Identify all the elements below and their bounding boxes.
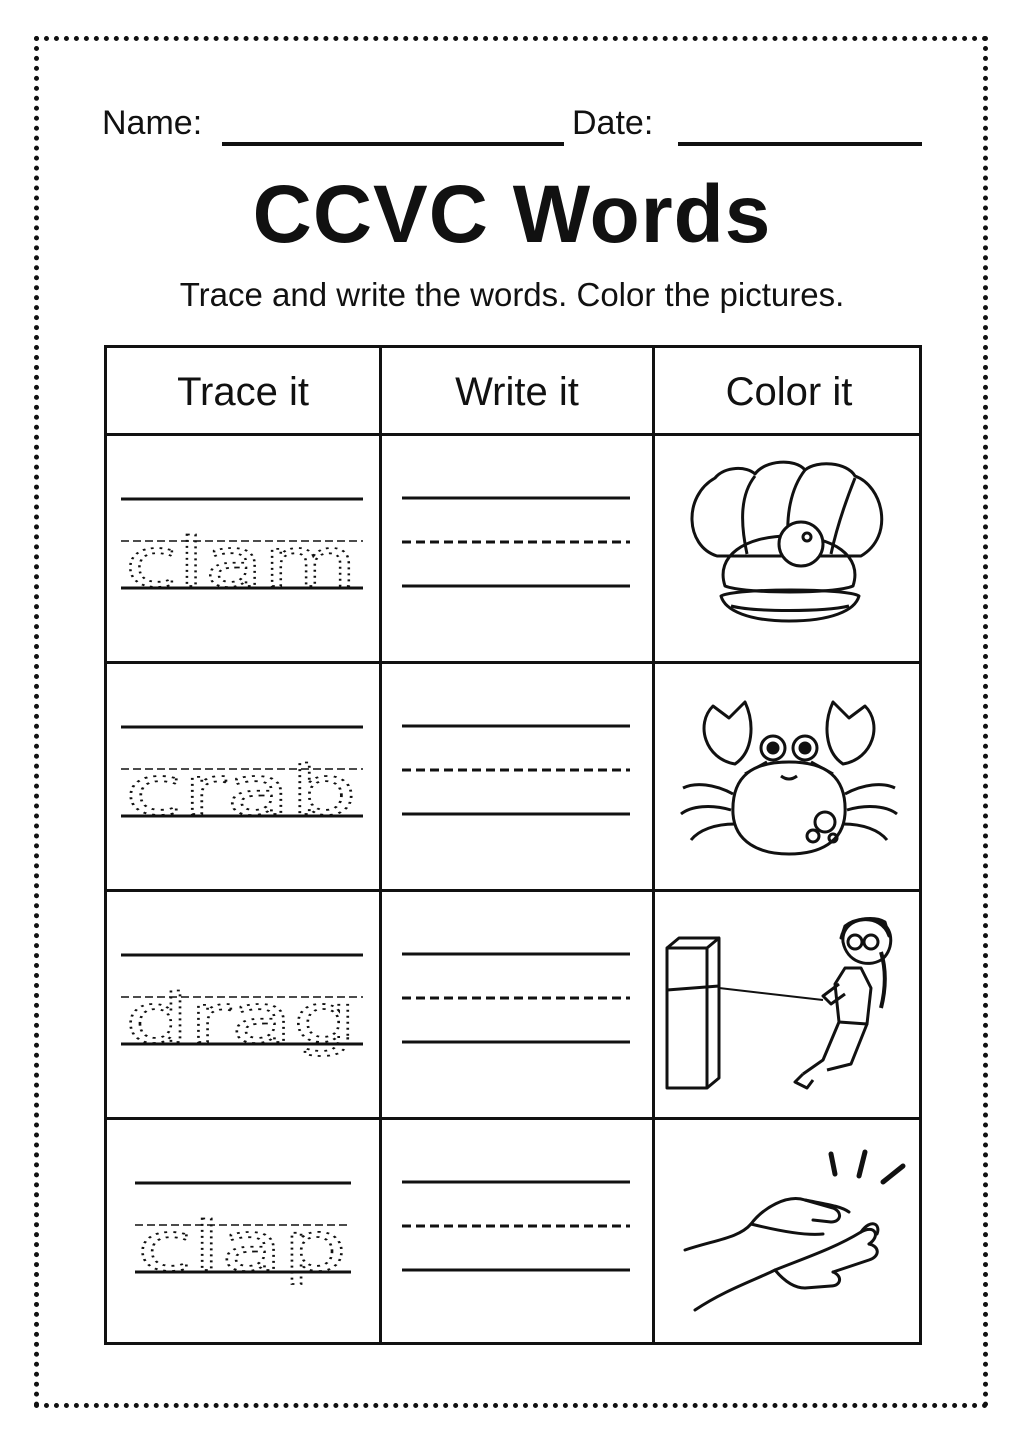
write-cell[interactable] xyxy=(382,892,652,1118)
write-cell[interactable] xyxy=(382,664,652,890)
word-row xyxy=(107,664,919,892)
worksheet-table xyxy=(104,345,922,1345)
girl-dragging-box-icon xyxy=(655,892,923,1118)
word-row xyxy=(107,436,919,664)
name-label: Name: xyxy=(102,104,203,142)
name-blank-line xyxy=(222,142,564,146)
trace-cell xyxy=(107,892,379,1118)
column-header-trace: Trace it xyxy=(177,369,309,414)
writing-lines xyxy=(382,436,652,662)
worksheet-instructions: Trace and write the words. Color the pictures. xyxy=(179,276,845,313)
column-header-write: Write it xyxy=(455,369,579,414)
handwriting-guide-lines xyxy=(107,436,379,662)
clam-pearl-icon xyxy=(655,436,923,662)
trace-cell xyxy=(107,436,379,662)
traceable-word: crab xyxy=(125,752,357,831)
clapping-hands-icon xyxy=(655,1120,923,1346)
word-row xyxy=(107,1120,919,1348)
date-label: Date: xyxy=(572,104,654,142)
name-date-row xyxy=(102,104,922,152)
write-cell[interactable] xyxy=(382,1120,652,1346)
worksheet-title: CCVC Words xyxy=(252,169,772,260)
traceable-word: clap xyxy=(137,1208,347,1287)
traceable-word: drag xyxy=(125,980,357,1059)
crab-icon xyxy=(655,664,923,890)
traceable-word: clam xyxy=(125,524,357,603)
write-cell[interactable] xyxy=(382,436,652,662)
word-row xyxy=(107,892,919,1120)
trace-cell xyxy=(107,1120,379,1346)
column-header-color: Color it xyxy=(725,369,853,414)
trace-cell xyxy=(107,664,379,890)
date-blank-line xyxy=(678,142,922,146)
